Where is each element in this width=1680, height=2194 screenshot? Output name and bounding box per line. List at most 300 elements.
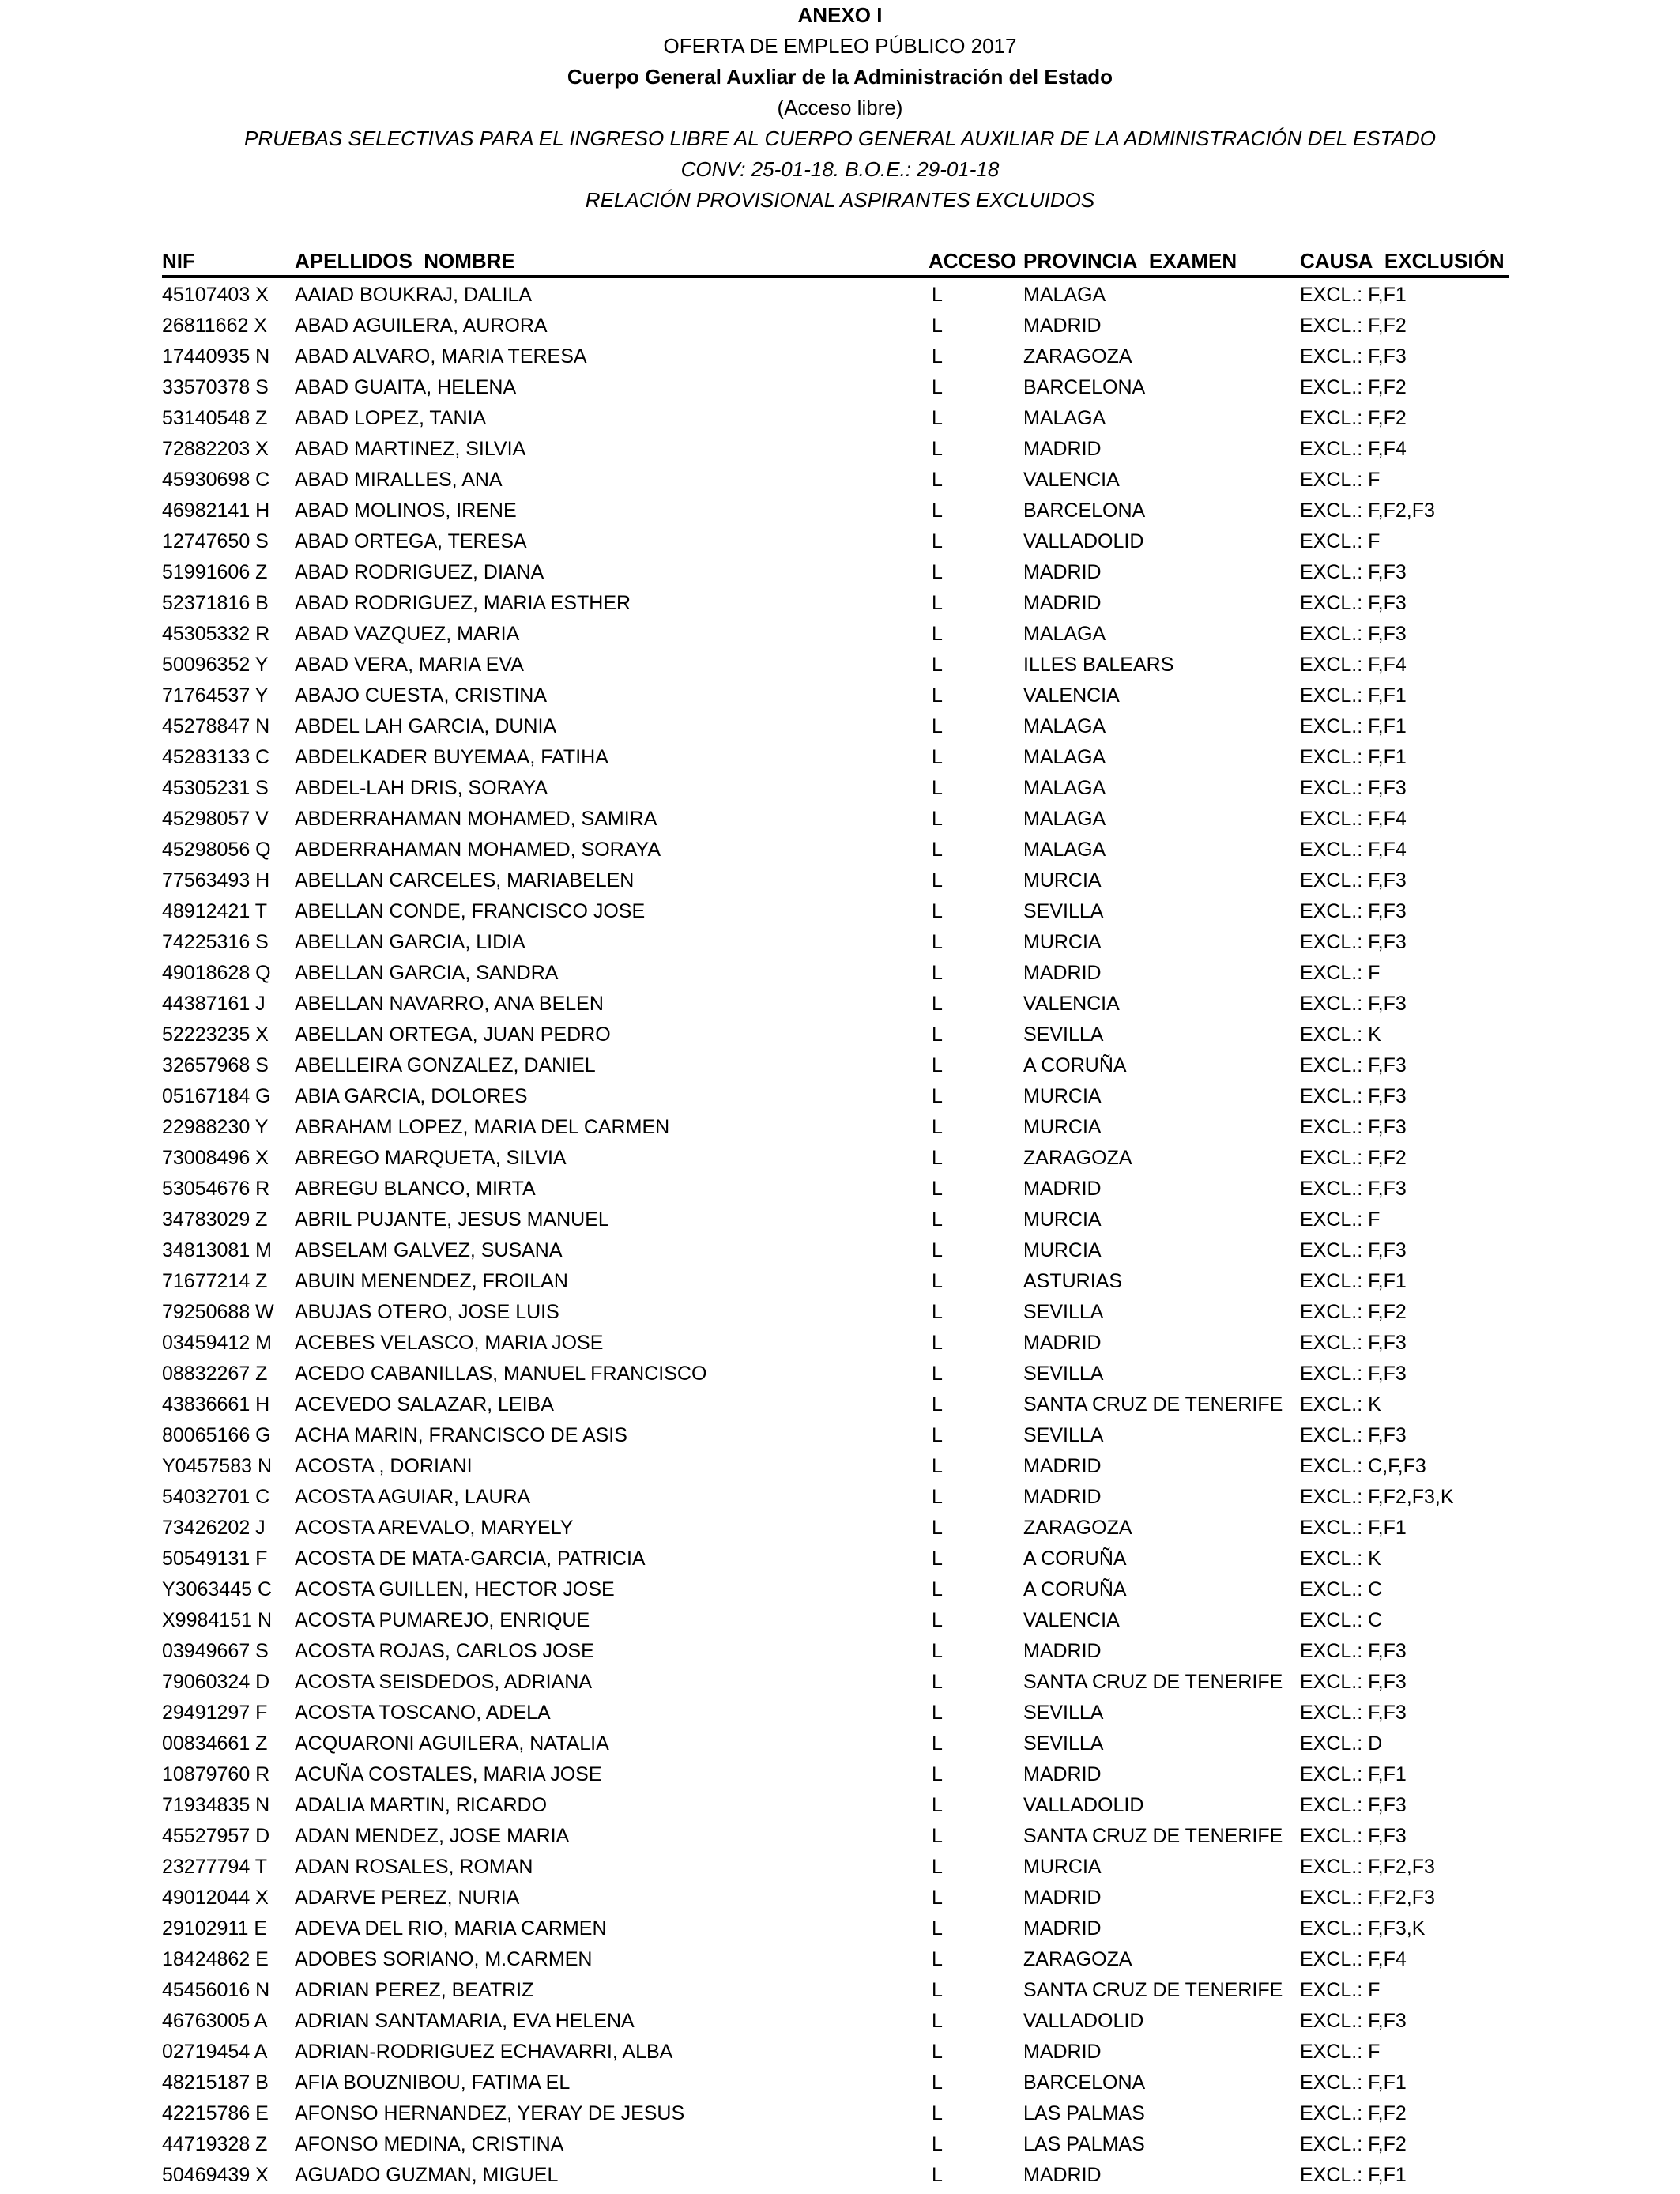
cell-exclusion-cause: EXCL.: F,F3	[1300, 1702, 1407, 1724]
cell-province: SANTA CRUZ DE TENERIFE	[1023, 1393, 1283, 1416]
table-row	[162, 1667, 1509, 1698]
cell-nif: 48912421 T	[162, 900, 267, 922]
cell-province: MURCIA	[1023, 1856, 1102, 1878]
cell-exclusion-cause: EXCL.: F,F3	[1300, 1178, 1407, 1200]
column-header-exclusion-cause: CAUSA_EXCLUSIÓN	[1300, 249, 1505, 273]
cell-exclusion-cause: EXCL.: F,F3	[1300, 1424, 1407, 1446]
table-row	[162, 2098, 1509, 2129]
cell-nif: 32657968 S	[162, 1054, 269, 1076]
cell-access: L	[932, 1609, 943, 1631]
cell-exclusion-cause: EXCL.: F,F3	[1300, 931, 1407, 953]
cell-exclusion-cause: EXCL.: F,F3	[1300, 561, 1407, 583]
cell-exclusion-cause: EXCL.: K	[1300, 1023, 1381, 1046]
cell-nif: 46982141 H	[162, 499, 270, 522]
table-row	[162, 989, 1509, 1020]
cell-exclusion-cause: EXCL.: F,F1	[1300, 715, 1407, 737]
table-row	[162, 557, 1509, 588]
offer-title: OFERTA DE EMPLEO PÚBLICO 2017	[663, 34, 1017, 58]
cell-access: L	[932, 2133, 943, 2155]
table-row	[162, 2006, 1509, 2037]
cell-province: SEVILLA	[1023, 1023, 1104, 1046]
cell-province: MURCIA	[1023, 1239, 1102, 1261]
cell-name: ABREGO MARQUETA, SILVIA	[295, 1147, 567, 1169]
cell-exclusion-cause: EXCL.: F	[1300, 469, 1381, 491]
cell-access: L	[932, 1270, 943, 1292]
cell-name: ABELLEIRA GONZALEZ, DANIEL	[295, 1054, 596, 1076]
cell-nif: 72882203 X	[162, 438, 269, 460]
cell-nif: 33570378 S	[162, 376, 269, 398]
cell-access: L	[932, 900, 943, 922]
table-row	[162, 680, 1509, 711]
table-row	[162, 1636, 1509, 1667]
table-row	[162, 280, 1509, 311]
cell-nif: 05167184 G	[162, 1085, 271, 1107]
cell-access: L	[932, 592, 943, 614]
cell-nif: 44719328 Z	[162, 2133, 268, 2155]
cell-province: MURCIA	[1023, 869, 1102, 892]
cell-name: ACOSTA AGUIAR, LAURA	[295, 1486, 531, 1508]
cell-province: MADRID	[1023, 1917, 1102, 1940]
cell-name: ABAD AGUILERA, AURORA	[295, 315, 548, 337]
table-row	[162, 1389, 1509, 1420]
column-header-name: APELLIDOS_NOMBRE	[295, 249, 515, 273]
column-header-nif: NIF	[162, 249, 195, 273]
cell-name: AFONSO MEDINA, CRISTINA	[295, 2133, 564, 2155]
cell-access: L	[932, 1763, 943, 1785]
cell-access: L	[932, 1239, 943, 1261]
cell-province: VALENCIA	[1023, 684, 1120, 707]
cell-access: L	[932, 869, 943, 892]
cell-name: ABDERRAHAMAN MOHAMED, SORAYA	[295, 839, 661, 861]
cell-province: MADRID	[1023, 315, 1102, 337]
cell-province: VALLADOLID	[1023, 1794, 1144, 1816]
table-row	[162, 465, 1509, 496]
cell-exclusion-cause: EXCL.: F,F3	[1300, 1363, 1407, 1385]
cell-nif: 71677214 Z	[162, 1270, 268, 1292]
cell-exclusion-cause: EXCL.: F,F2	[1300, 1301, 1407, 1323]
cell-province: MALAGA	[1023, 808, 1106, 830]
table-row	[162, 773, 1509, 804]
cell-province: ASTURIAS	[1023, 1270, 1123, 1292]
cell-exclusion-cause: EXCL.: F,F2	[1300, 2133, 1407, 2155]
cell-province: MADRID	[1023, 1486, 1102, 1508]
cell-nif: 49012044 X	[162, 1887, 269, 1909]
cell-nif: 54032701 C	[162, 1486, 270, 1508]
cell-province: MALAGA	[1023, 839, 1106, 861]
cell-nif: 45298056 Q	[162, 839, 271, 861]
cell-province: VALLADOLID	[1023, 530, 1144, 552]
table-row	[162, 1605, 1509, 1636]
cell-nif: 12747650 S	[162, 530, 269, 552]
cell-name: ADAN ROSALES, ROMAN	[295, 1856, 533, 1878]
cell-access: L	[932, 839, 943, 861]
cell-name: ABDEL-LAH DRIS, SORAYA	[295, 777, 548, 799]
cell-province: MURCIA	[1023, 1116, 1102, 1138]
table-row	[162, 1143, 1509, 1174]
cell-nif: 42215786 E	[162, 2102, 269, 2124]
cell-access: L	[932, 1578, 943, 1600]
cell-province: MADRID	[1023, 1763, 1102, 1785]
column-header-access: ACCESO	[929, 249, 1017, 273]
cell-nif: 46763005 A	[162, 2010, 268, 2032]
cell-access: L	[932, 1856, 943, 1878]
cell-exclusion-cause: EXCL.: F,F3	[1300, 1239, 1407, 1261]
cell-name: ABUJAS OTERO, JOSE LUIS	[295, 1301, 559, 1323]
cell-exclusion-cause: EXCL.: F,F1	[1300, 2071, 1407, 2094]
cell-province: MADRID	[1023, 592, 1102, 614]
cell-exclusion-cause: EXCL.: C,F,F3	[1300, 1455, 1426, 1477]
cell-nif: 17440935 N	[162, 345, 270, 368]
cell-access: L	[932, 1393, 943, 1416]
cell-province: MALAGA	[1023, 407, 1106, 429]
cell-name: ACEVEDO SALAZAR, LEIBA	[295, 1393, 554, 1416]
table-row	[162, 496, 1509, 526]
cell-province: ZARAGOZA	[1023, 1517, 1132, 1539]
cell-nif: 45298057 V	[162, 808, 269, 830]
cell-access: L	[932, 1671, 943, 1693]
cell-nif: Y3063445 C	[162, 1578, 273, 1600]
cell-province: A CORUÑA	[1023, 1578, 1127, 1600]
cell-exclusion-cause: EXCL.: F,F3	[1300, 869, 1407, 892]
cell-nif: 45456016 N	[162, 1979, 270, 2001]
cell-nif: 52223235 X	[162, 1023, 269, 1046]
cell-access: L	[932, 684, 943, 707]
cell-nif: 03949667 S	[162, 1640, 269, 1662]
table-row	[162, 341, 1509, 372]
cell-nif: 48215187 B	[162, 2071, 269, 2094]
cell-province: MADRID	[1023, 1887, 1102, 1909]
table-row	[162, 2129, 1509, 2160]
annex-title: ANEXO I	[797, 3, 883, 27]
cell-name: ACHA MARIN, FRANCISCO DE ASIS	[295, 1424, 627, 1446]
table-row	[162, 619, 1509, 650]
table-row	[162, 1883, 1509, 1913]
cell-name: ACOSTA DE MATA-GARCIA, PATRICIA	[295, 1547, 646, 1570]
cell-province: SEVILLA	[1023, 900, 1104, 922]
cell-province: MALAGA	[1023, 623, 1106, 645]
cell-access: L	[932, 993, 943, 1015]
cell-exclusion-cause: EXCL.: F,F2,F3	[1300, 1856, 1435, 1878]
cell-access: L	[932, 499, 943, 522]
cell-nif: 50096352 Y	[162, 654, 269, 676]
cell-province: SANTA CRUZ DE TENERIFE	[1023, 1671, 1283, 1693]
cell-exclusion-cause: EXCL.: K	[1300, 1547, 1381, 1570]
cell-nif: Y0457583 N	[162, 1455, 273, 1477]
table-row	[162, 835, 1509, 865]
cell-province: MADRID	[1023, 2164, 1102, 2186]
cell-access: L	[932, 1301, 943, 1323]
cell-exclusion-cause: EXCL.: K	[1300, 1393, 1381, 1416]
cell-exclusion-cause: EXCL.: F,F2,F3	[1300, 499, 1435, 522]
cell-province: MADRID	[1023, 438, 1102, 460]
table-row	[162, 1513, 1509, 1544]
cell-nif: 45107403 X	[162, 284, 269, 306]
cell-access: L	[932, 2041, 943, 2063]
cell-exclusion-cause: EXCL.: F,F3	[1300, 1671, 1407, 1693]
cell-access: L	[932, 438, 943, 460]
cell-access: L	[932, 1887, 943, 1909]
cell-name: AFONSO HERNANDEZ, YERAY DE JESUS	[295, 2102, 685, 2124]
cell-province: A CORUÑA	[1023, 1547, 1127, 1570]
cell-exclusion-cause: EXCL.: F,F1	[1300, 1270, 1407, 1292]
cell-province: VALENCIA	[1023, 469, 1120, 491]
cell-name: ACEBES VELASCO, MARIA JOSE	[295, 1332, 604, 1354]
table-row	[162, 1359, 1509, 1389]
table-row	[162, 1698, 1509, 1728]
table-row	[162, 1451, 1509, 1482]
cell-nif: 45305332 R	[162, 623, 270, 645]
cell-access: L	[932, 1455, 943, 1477]
cell-nif: 29102911 E	[162, 1917, 267, 1940]
cell-name: ABAD MIRALLES, ANA	[295, 469, 503, 491]
table-row	[162, 1050, 1509, 1081]
cell-nif: 80065166 G	[162, 1424, 271, 1446]
cell-nif: 49018628 Q	[162, 962, 271, 984]
cell-province: SEVILLA	[1023, 1363, 1104, 1385]
cell-nif: 26811662 X	[162, 315, 267, 337]
table-row	[162, 2068, 1509, 2098]
cell-nif: 50469439 X	[162, 2164, 269, 2186]
cell-exclusion-cause: EXCL.: F,F2	[1300, 407, 1407, 429]
cell-access: L	[932, 1948, 943, 1970]
cell-nif: 29491297 F	[162, 1702, 268, 1724]
cell-name: ABAJO CUESTA, CRISTINA	[295, 684, 548, 707]
cell-exclusion-cause: EXCL.: F,F4	[1300, 1948, 1407, 1970]
cell-province: MADRID	[1023, 962, 1102, 984]
table-row	[162, 1328, 1509, 1359]
table-row	[162, 588, 1509, 619]
table-row	[162, 1821, 1509, 1852]
cell-name: AGUADO GUZMAN, MIGUEL	[295, 2164, 559, 2186]
cell-name: ABUIN MENENDEZ, FROILAN	[295, 1270, 568, 1292]
cell-exclusion-cause: EXCL.: F,F4	[1300, 654, 1407, 676]
cell-name: ABELLAN NAVARRO, ANA BELEN	[295, 993, 604, 1015]
cell-access: L	[932, 654, 943, 676]
cell-access: L	[932, 2164, 943, 2186]
cell-nif: 08832267 Z	[162, 1363, 268, 1385]
cell-access: L	[932, 530, 943, 552]
cell-exclusion-cause: EXCL.: F	[1300, 530, 1381, 552]
cell-nif: 51991606 Z	[162, 561, 268, 583]
cell-province: LAS PALMAS	[1023, 2102, 1145, 2124]
cell-exclusion-cause: EXCL.: F,F4	[1300, 839, 1407, 861]
cell-access: L	[932, 284, 943, 306]
cell-name: ABAD ALVARO, MARIA TERESA	[295, 345, 587, 368]
cell-name: ABREGU BLANCO, MIRTA	[295, 1178, 536, 1200]
list-title: RELACIÓN PROVISIONAL ASPIRANTES EXCLUIDOS	[585, 188, 1095, 212]
cell-province: ILLES BALEARS	[1023, 654, 1174, 676]
cell-name: ABELLAN CARCELES, MARIABELEN	[295, 869, 635, 892]
cell-exclusion-cause: EXCL.: D	[1300, 1732, 1383, 1755]
cell-province: LAS PALMAS	[1023, 2133, 1145, 2155]
cell-access: L	[932, 1054, 943, 1076]
cell-name: ABRAHAM LOPEZ, MARIA DEL CARMEN	[295, 1116, 670, 1138]
cell-province: A CORUÑA	[1023, 1054, 1127, 1076]
cell-nif: 74225316 S	[162, 931, 269, 953]
table-row	[162, 372, 1509, 403]
cell-name: ADOBES SORIANO, M.CARMEN	[295, 1948, 593, 1970]
cell-exclusion-cause: EXCL.: F,F1	[1300, 1517, 1407, 1539]
cell-nif: 43836661 H	[162, 1393, 270, 1416]
access-type: (Acceso libre)	[777, 96, 903, 119]
cell-nif: 02719454 A	[162, 2041, 268, 2063]
cell-province: ZARAGOZA	[1023, 345, 1132, 368]
table-row	[162, 711, 1509, 742]
table-row	[162, 1020, 1509, 1050]
table-row	[162, 403, 1509, 434]
cell-nif: 34783029 Z	[162, 1208, 268, 1231]
cell-access: L	[932, 407, 943, 429]
cell-exclusion-cause: EXCL.: F,F2	[1300, 2102, 1407, 2124]
cell-name: AFIA BOUZNIBOU, FATIMA EL	[295, 2071, 571, 2094]
cell-name: ACOSTA GUILLEN, HECTOR JOSE	[295, 1578, 615, 1600]
cell-name: ABELLAN GARCIA, LIDIA	[295, 931, 525, 953]
cell-access: L	[932, 2071, 943, 2094]
cell-name: ADAN MENDEZ, JOSE MARIA	[295, 1825, 570, 1847]
cell-exclusion-cause: EXCL.: F	[1300, 962, 1381, 984]
cell-exclusion-cause: EXCL.: F,F3	[1300, 1825, 1407, 1847]
cell-name: ACOSTA TOSCANO, ADELA	[295, 1702, 551, 1724]
table-row	[162, 1482, 1509, 1513]
cell-exclusion-cause: EXCL.: F,F2	[1300, 315, 1407, 337]
cell-exclusion-cause: EXCL.: F,F3	[1300, 1794, 1407, 1816]
cell-province: MALAGA	[1023, 715, 1106, 737]
table-row	[162, 1728, 1509, 1759]
cell-name: ACOSTA ROJAS, CARLOS JOSE	[295, 1640, 594, 1662]
cell-name: ABAD GUAITA, HELENA	[295, 376, 517, 398]
cell-name: ACOSTA AREVALO, MARYELY	[295, 1517, 574, 1539]
table-row	[162, 1975, 1509, 2006]
cell-name: ADEVA DEL RIO, MARIA CARMEN	[295, 1917, 607, 1940]
cell-access: L	[932, 1085, 943, 1107]
table-body	[162, 280, 1509, 2191]
cell-nif: 73008496 X	[162, 1147, 269, 1169]
cell-province: SEVILLA	[1023, 1732, 1104, 1755]
cell-exclusion-cause: EXCL.: F,F3	[1300, 993, 1407, 1015]
cell-name: ADRIAN SANTAMARIA, EVA HELENA	[295, 2010, 635, 2032]
cell-access: L	[932, 1208, 943, 1231]
cell-province: BARCELONA	[1023, 376, 1146, 398]
table-row	[162, 1266, 1509, 1297]
cell-exclusion-cause: EXCL.: F,F4	[1300, 808, 1407, 830]
cell-exclusion-cause: EXCL.: C	[1300, 1578, 1383, 1600]
cell-nif: 45305231 S	[162, 777, 269, 799]
cell-exclusion-cause: EXCL.: F,F3	[1300, 2010, 1407, 2032]
cell-province: MALAGA	[1023, 746, 1106, 768]
cell-access: L	[932, 1424, 943, 1446]
cell-access: L	[932, 746, 943, 768]
cell-exclusion-cause: EXCL.: F,F3	[1300, 592, 1407, 614]
table-row	[162, 1297, 1509, 1328]
cell-access: L	[932, 315, 943, 337]
table-row	[162, 1759, 1509, 1790]
table-row	[162, 2160, 1509, 2191]
cell-province: VALLADOLID	[1023, 2010, 1144, 2032]
table-row	[162, 1544, 1509, 1574]
cell-access: L	[932, 1825, 943, 1847]
cell-province: MURCIA	[1023, 1208, 1102, 1231]
cell-access: L	[932, 1147, 943, 1169]
cell-name: ABAD ORTEGA, TERESA	[295, 530, 527, 552]
cell-nif: 50549131 F	[162, 1547, 268, 1570]
document-header	[0, 0, 1680, 216]
cell-name: ADRIAN-RODRIGUEZ ECHAVARRI, ALBA	[295, 2041, 673, 2063]
cell-province: MALAGA	[1023, 284, 1106, 306]
cell-exclusion-cause: EXCL.: F,F2,F3	[1300, 1887, 1435, 1909]
cell-exclusion-cause: EXCL.: F,F4	[1300, 438, 1407, 460]
cell-exclusion-cause: EXCL.: F	[1300, 1979, 1381, 2001]
cell-name: ACOSTA SEISDEDOS, ADRIANA	[295, 1671, 593, 1693]
cell-nif: X9984151 N	[162, 1609, 273, 1631]
cell-nif: 45283133 C	[162, 746, 270, 768]
cell-province: BARCELONA	[1023, 2071, 1146, 2094]
table-row	[162, 1944, 1509, 1975]
cell-nif: 10879760 R	[162, 1763, 270, 1785]
cell-province: MADRID	[1023, 1455, 1102, 1477]
cell-exclusion-cause: EXCL.: F,F2,F3,K	[1300, 1486, 1454, 1508]
cell-access: L	[932, 1517, 943, 1539]
cell-access: L	[932, 1702, 943, 1724]
cell-province: MADRID	[1023, 1178, 1102, 1200]
cell-province: VALENCIA	[1023, 1609, 1120, 1631]
cell-access: L	[932, 777, 943, 799]
cell-access: L	[932, 962, 943, 984]
cell-access: L	[932, 623, 943, 645]
cell-name: ADRIAN PEREZ, BEATRIZ	[295, 1979, 534, 2001]
cell-province: MURCIA	[1023, 1085, 1102, 1107]
cell-access: L	[932, 345, 943, 368]
cell-access: L	[932, 1794, 943, 1816]
cell-nif: 23277794 T	[162, 1856, 267, 1878]
cell-nif: 53140548 Z	[162, 407, 268, 429]
cell-exclusion-cause: EXCL.: F,F3	[1300, 1085, 1407, 1107]
table-row	[162, 804, 1509, 835]
convocation-dates: CONV: 25-01-18. B.O.E.: 29-01-18	[680, 157, 1000, 181]
table-row	[162, 311, 1509, 341]
cell-nif: 73426202 J	[162, 1517, 266, 1539]
cell-nif: 71764537 Y	[162, 684, 269, 707]
cell-province: MADRID	[1023, 1332, 1102, 1354]
cell-nif: 18424862 E	[162, 1948, 269, 1970]
cell-exclusion-cause: EXCL.: F,F3,K	[1300, 1917, 1426, 1940]
table-row	[162, 1204, 1509, 1235]
cell-exclusion-cause: EXCL.: F,F3	[1300, 345, 1407, 368]
table-row	[162, 434, 1509, 465]
column-header-province: PROVINCIA_EXAMEN	[1023, 249, 1237, 273]
table-row	[162, 1913, 1509, 1944]
cell-province: MALAGA	[1023, 777, 1106, 799]
cell-access: L	[932, 376, 943, 398]
cell-name: ABSELAM GALVEZ, SUSANA	[295, 1239, 563, 1261]
cell-province: SANTA CRUZ DE TENERIFE	[1023, 1825, 1283, 1847]
cell-name: ACOSTA PUMAREJO, ENRIQUE	[295, 1609, 590, 1631]
cell-province: MURCIA	[1023, 931, 1102, 953]
cell-exclusion-cause: EXCL.: F,F3	[1300, 1054, 1407, 1076]
table-row	[162, 1112, 1509, 1143]
cell-exclusion-cause: EXCL.: F,F3	[1300, 1640, 1407, 1662]
cell-exclusion-cause: EXCL.: F,F2	[1300, 1147, 1407, 1169]
table-row	[162, 958, 1509, 989]
cell-nif: 77563493 H	[162, 869, 270, 892]
cell-exclusion-cause: EXCL.: F,F3	[1300, 623, 1407, 645]
cell-province: ZARAGOZA	[1023, 1948, 1132, 1970]
cell-nif: 45278847 N	[162, 715, 270, 737]
cell-province: BARCELONA	[1023, 499, 1146, 522]
cell-province: VALENCIA	[1023, 993, 1120, 1015]
table-row	[162, 1852, 1509, 1883]
table-row	[162, 2037, 1509, 2068]
table-header	[162, 247, 1509, 278]
